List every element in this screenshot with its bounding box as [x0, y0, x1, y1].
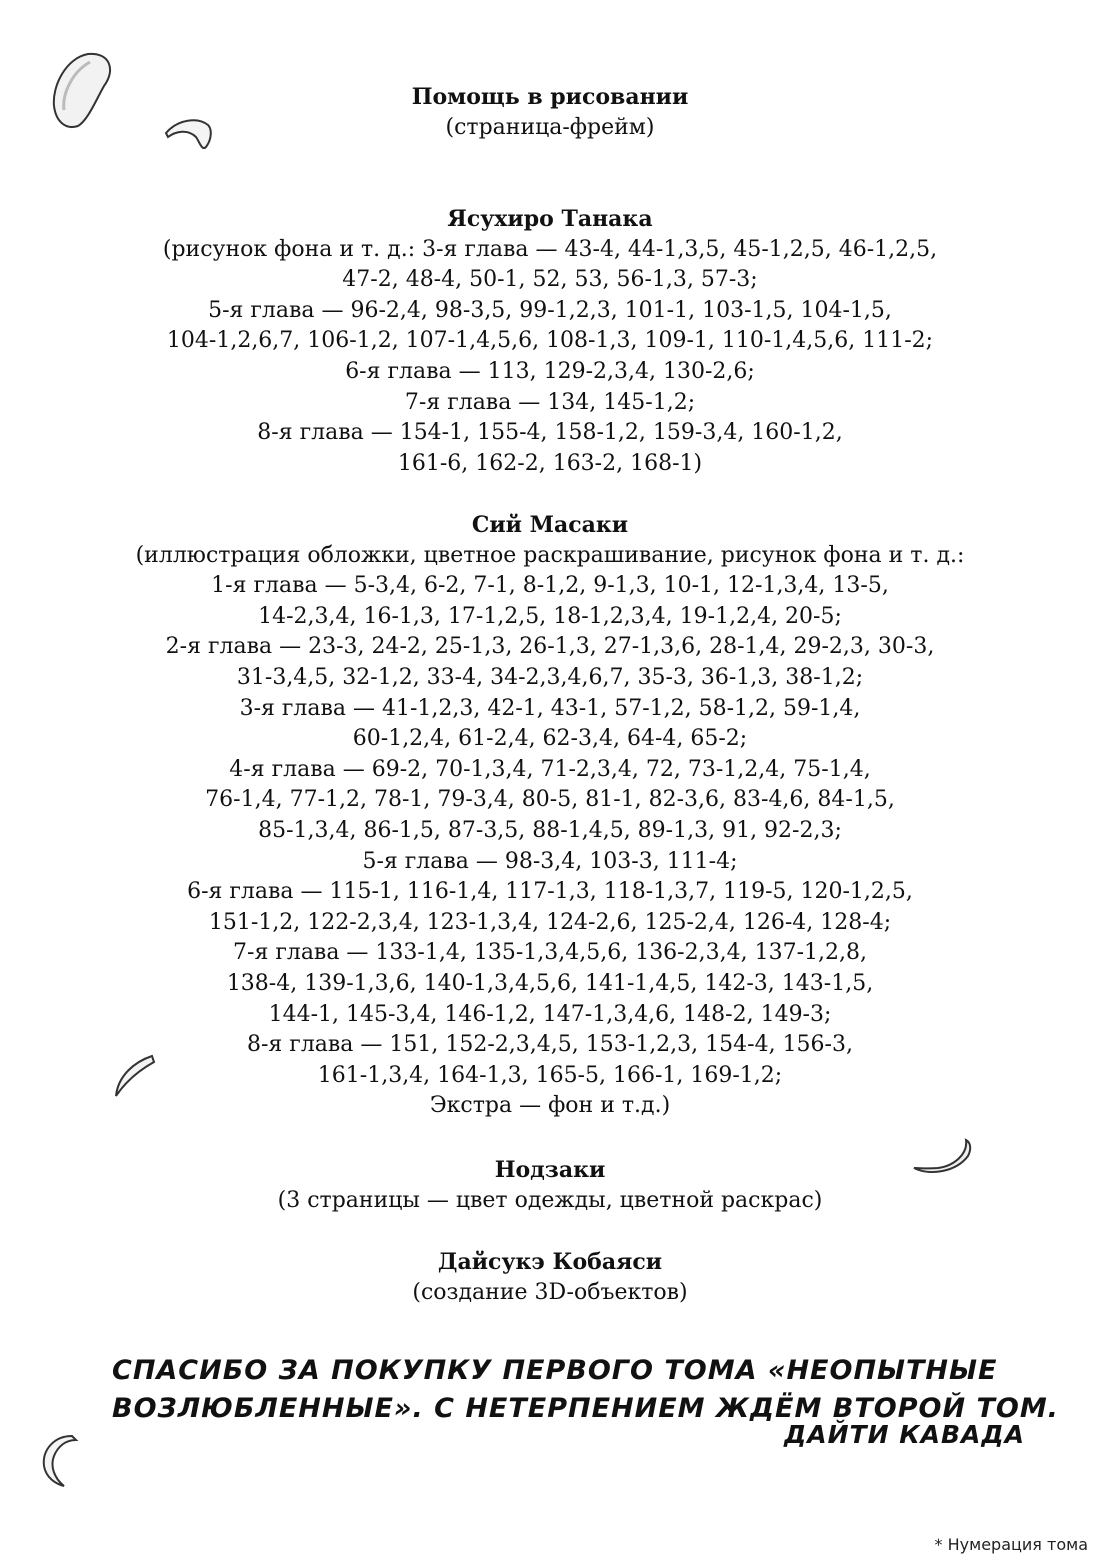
credit-line: Экстра — фон и т.д.): [429, 1093, 671, 1119]
page-title: Помощь в рисовании: [411, 84, 689, 110]
credit-line: 8-я глава — 151, 152-2,3,4,5, 153-1,2,3, 154-4, 156-3,: [247, 1032, 853, 1058]
credit-name: Ясухиро Танака: [447, 206, 653, 232]
credit-line: 138-4, 139-1,3,6, 140-1,3,4,5,6, 141-1,4,5, 142-3, 143-1,5,: [226, 970, 874, 996]
credit-line: (создание 3D-объектов): [412, 1279, 688, 1305]
credit-line: 5-я глава — 96-2,4, 98-3,5, 99-1,2,3, 101-1, 103-1,5, 104-1,5,: [208, 297, 892, 323]
petal-decoration-bottom-left: [36, 1432, 80, 1488]
credit-name: Дайсукэ Кобаяси: [437, 1249, 663, 1275]
credit-line: 4-я глава — 69-2, 70-1,3,4, 71-2,3,4, 72, 73-1,2,4, 75-1,4,: [229, 756, 871, 782]
credit-block-masaki: [0, 510, 1100, 1122]
credit-line: 2-я глава — 23-3, 24-2, 25-1,3, 26-1,3, 27-1,3,6, 28-1,4, 29-2,3, 30-3,: [165, 634, 935, 660]
credit-block-tanaka: [0, 204, 1100, 479]
credit-line: (рисунок фона и т. д.: 3-я глава — 43-4, 44-1,3,5, 45-1,2,5, 46-1,2,5,: [162, 236, 938, 262]
credit-line: (иллюстрация обложки, цветное раскрашивание, рисунок фона и т. д.:: [135, 542, 965, 568]
credit-line: 161-6, 162-2, 163-2, 168-1): [397, 450, 703, 476]
credit-line: 1-я глава — 5-3,4, 6-2, 7-1, 8-1,2, 9-1,3, 10-1, 12-1,3,4, 13-5,: [211, 573, 889, 599]
credit-line: (3 страницы — цвет одежды, цветной раскрас): [277, 1187, 823, 1213]
credit-line: 104-1,2,6,7, 106-1,2, 107-1,4,5,6, 108-1,3, 109-1, 110-1,4,5,6, 111-2;: [166, 328, 934, 354]
author-signature: ДАЙТИ КАВАДА: [784, 1420, 1026, 1449]
credit-line: 144-1, 145-3,4, 146-1,2, 147-1,3,4,6, 148-2, 149-3;: [268, 1001, 832, 1027]
credit-line: 151-1,2, 122-2,3,4, 123-1,3,4, 124-2,6, 125-2,4, 126-4, 128-4;: [208, 909, 892, 935]
credit-name: Сий Масаки: [471, 512, 629, 538]
credit-line: 7-я глава — 134, 145-1,2;: [404, 389, 696, 415]
credit-line: 76-1,4, 77-1,2, 78-1, 79-3,4, 80-5, 81-1, 82-3,6, 83-4,6, 84-1,5,: [205, 787, 895, 813]
credit-line: 31-3,4,5, 32-1,2, 33-4, 34-2,3,4,6,7, 35-3, 36-1,3, 38-1,2;: [236, 664, 864, 690]
credit-line: 85-1,3,4, 86-1,5, 87-3,5, 88-1,4,5, 89-1,3, 91, 92-2,3;: [258, 817, 842, 843]
credit-line: 47-2, 48-4, 50-1, 52, 53, 56-1,3, 57-3;: [342, 267, 758, 293]
credits-header: [0, 82, 1100, 143]
credit-line: 6-я глава — 113, 129-2,3,4, 130-2,6;: [345, 358, 755, 384]
footnote: * Нумерация тома: [934, 1535, 1088, 1554]
credit-line: 6-я глава — 115-1, 116-1,4, 117-1,3, 118-1,3,7, 119-5, 120-1,2,5,: [187, 879, 913, 905]
credit-line: 60-1,2,4, 61-2,4, 62-3,4, 64-4, 65-2;: [352, 726, 748, 752]
credit-block-nodzaki: [0, 1155, 1100, 1216]
credit-line: 14-2,3,4, 16-1,3, 17-1,2,5, 18-1,2,3,4, 19-1,2,4, 20-5;: [258, 603, 842, 629]
credit-line: 161-1,3,4, 164-1,3, 165-5, 166-1, 169-1,2;: [317, 1062, 783, 1088]
credit-block-kobayashi: [0, 1247, 1100, 1308]
credit-line: 8-я глава — 154-1, 155-4, 158-1,2, 159-3,4, 160-1,2,: [257, 420, 843, 446]
credit-line: 7-я глава — 133-1,4, 135-1,3,4,5,6, 136-2,3,4, 137-1,2,8,: [233, 940, 867, 966]
credit-line: 5-я глава — 98-3,4, 103-3, 111-4;: [362, 848, 738, 874]
credit-line: 3-я глава — 41-1,2,3, 42-1, 43-1, 57-1,2, 58-1,2, 59-1,4,: [239, 695, 861, 721]
thanks-message-line-1: СПАСИБО ЗА ПОКУПКУ ПЕРВОГО ТОМА «НЕОПЫТНЫЕ: [112, 1355, 998, 1386]
credit-name: Нодзаки: [494, 1157, 606, 1183]
thanks-message-line-2: ВОЗЛЮБЛЕННЫЕ». С НЕТЕРПЕНИЕМ ЖДЁМ ВТОРОЙ ТОМ.: [112, 1393, 1059, 1424]
page-subtitle: (страница-фрейм): [445, 114, 655, 140]
